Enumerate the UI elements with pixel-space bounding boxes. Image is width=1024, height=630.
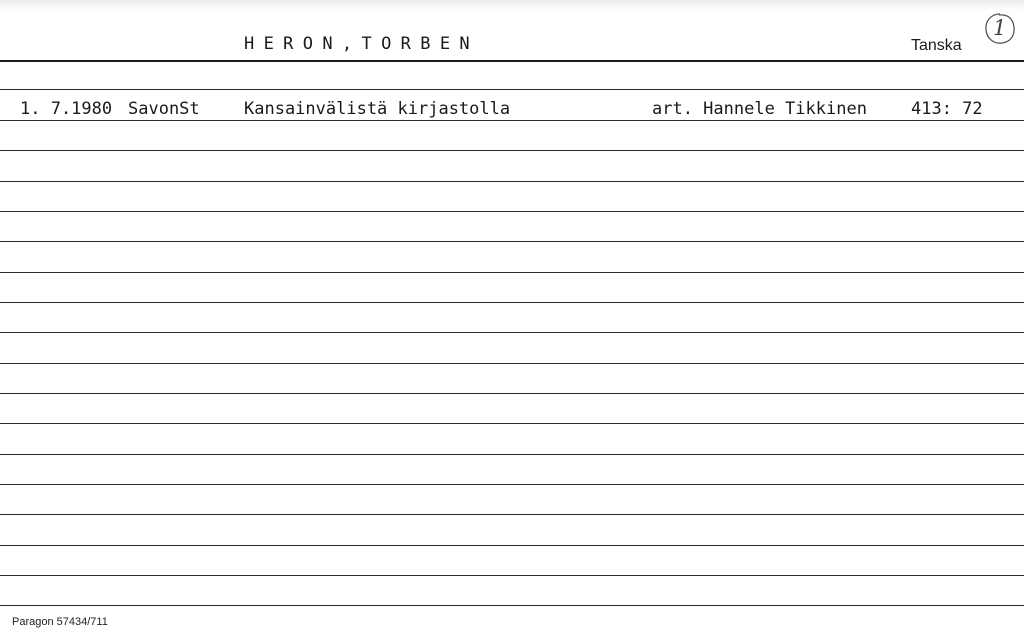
entry-reference: 413: 72 bbox=[911, 99, 983, 119]
ruled-line bbox=[0, 272, 1024, 273]
header-rule-top bbox=[0, 60, 1024, 62]
ruled-line bbox=[0, 484, 1024, 485]
ruled-line bbox=[0, 545, 1024, 546]
entry-author: art. Hannele Tikkinen bbox=[652, 99, 867, 119]
card-number: 1 bbox=[993, 16, 1007, 40]
ruled-line bbox=[0, 363, 1024, 364]
person-name: HERON,TORBEN bbox=[244, 34, 480, 54]
ruled-line bbox=[0, 575, 1024, 576]
card-print-code: Paragon 57434/711 bbox=[12, 616, 108, 628]
ruled-line bbox=[0, 454, 1024, 455]
ruled-line bbox=[0, 120, 1024, 121]
entry-date: 1. 7.1980 bbox=[20, 99, 113, 119]
ruled-line bbox=[0, 393, 1024, 394]
card-top-edge bbox=[0, 0, 1024, 10]
header-rule-bottom bbox=[0, 89, 1024, 90]
country-label: Tanska bbox=[911, 37, 962, 54]
ruled-line bbox=[0, 241, 1024, 242]
ruled-line bbox=[0, 514, 1024, 515]
ruled-line bbox=[0, 302, 1024, 303]
entry-title: Kansainvälistä kirjastolla bbox=[244, 99, 511, 119]
ruled-line bbox=[0, 211, 1024, 212]
ruled-line bbox=[0, 150, 1024, 151]
ruled-line bbox=[0, 423, 1024, 424]
ruled-line bbox=[0, 181, 1024, 182]
ruled-line bbox=[0, 332, 1024, 333]
entry-source: SavonSt bbox=[128, 99, 200, 119]
ruled-line bbox=[0, 605, 1024, 606]
